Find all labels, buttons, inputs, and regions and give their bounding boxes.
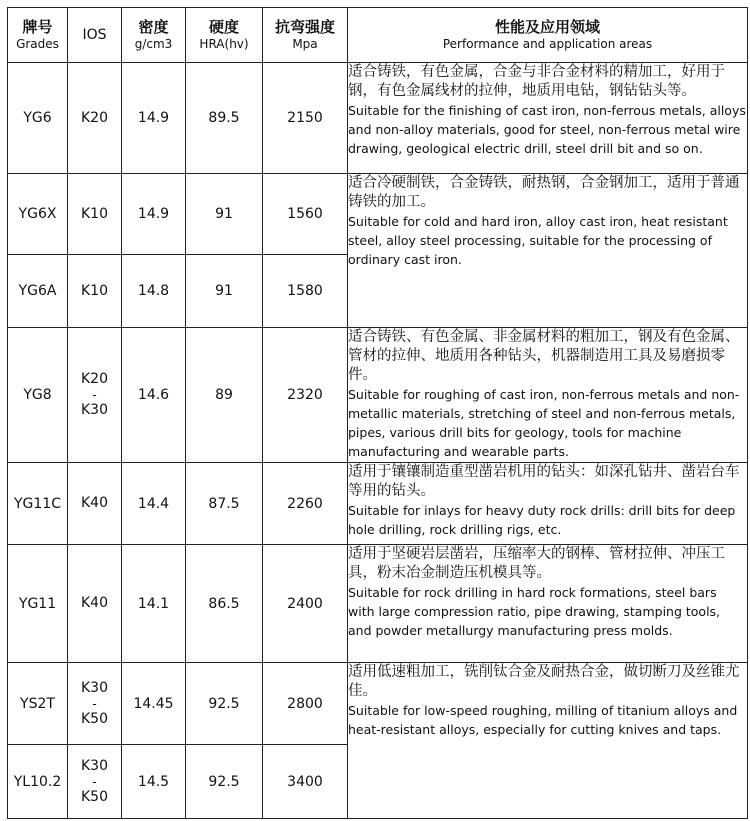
grade-cell: YG11 xyxy=(8,545,68,663)
iso-dash: - xyxy=(92,696,97,711)
application-en: Suitable for roughing of cast iron, non-ferrous metals and non-metallic materials, stretching of steel and non-ferrous metals, pipes, various drill bits for geology, tools for machine manufacturing and wearable parts. xyxy=(348,387,740,459)
application-en: Suitable for low-speed roughing, milling of titanium alloys and heat-resistant alloys, especially for cutting knives and taps. xyxy=(348,703,738,737)
header-density xyxy=(122,8,186,63)
iso-dash: - xyxy=(92,774,97,789)
header-hardness-cn: 硬度 xyxy=(208,18,239,36)
iso-bottom: K50 xyxy=(81,710,108,727)
application-cn: 适用低速粗加工，铣削钛合金及耐热合金，做切断刀及丝锥尤佳。 xyxy=(348,664,740,699)
grade-cell: YG6A xyxy=(8,255,68,328)
iso-cell: K10 xyxy=(68,255,122,328)
table-row xyxy=(8,174,748,255)
header-ios-label: IOS xyxy=(82,27,107,43)
iso-cell: K40 xyxy=(68,463,122,545)
application-cell xyxy=(348,663,748,819)
table-row xyxy=(8,328,748,463)
strength-cell: 2150 xyxy=(263,63,348,174)
application-cell xyxy=(348,463,748,545)
application-cell xyxy=(348,328,748,463)
header-hardness-en: HRA(hv) xyxy=(199,37,249,51)
strength-cell: 2260 xyxy=(263,463,348,545)
table-row xyxy=(8,63,748,174)
application-en: Suitable for inlays for heavy duty rock drills: drill bits for deep hole drilling, rock drilling rigs, etc. xyxy=(348,503,736,537)
iso-bottom: K50 xyxy=(81,788,108,805)
grades-table xyxy=(7,7,748,819)
hardness-cell: 92.5 xyxy=(186,663,263,745)
density-cell: 14.9 xyxy=(122,174,186,255)
grade-cell: YG8 xyxy=(8,328,68,463)
strength-cell: 3400 xyxy=(263,745,348,819)
application-cell xyxy=(348,545,748,663)
hardness-cell: 91 xyxy=(186,255,263,328)
application-cn: 适合铸铁、有色金属、非金属材料的粗加工，钢及有色金属、管材的拉伸、地质用各种钻头，机器制造用工具及易磨损零件。 xyxy=(348,329,740,383)
header-grades-en: Grades xyxy=(16,37,59,51)
application-cn: 适合冷硬制铁，合金铸铁，耐热钢，合金钢加工，适用于普通铸铁的加工。 xyxy=(348,175,740,210)
grade-cell: YG6X xyxy=(8,174,68,255)
header-density-cn: 密度 xyxy=(138,18,169,36)
application-en: Suitable for cold and hard iron, alloy cast iron, heat resistant steel, alloy steel processing, suitable for the processing of ordinary cast iron. xyxy=(348,214,728,267)
density-cell: 14.4 xyxy=(122,463,186,545)
header-density-en: g/cm3 xyxy=(134,37,173,51)
application-cn: 适合铸铁，有色金属，合金与非合金材料的精加工，好用于钢，有色金属线材的拉伸，地质用电钻，钢钻钻头等。 xyxy=(348,64,725,99)
iso-cell xyxy=(68,745,122,819)
header-strength-cn: 抗弯强度 xyxy=(274,18,335,36)
hardness-cell: 89.5 xyxy=(186,63,263,174)
density-cell: 14.1 xyxy=(122,545,186,663)
application-en: Suitable for the finishing of cast iron, non-ferrous metals, alloys and non-alloy materials, good for steel, non-ferrous metal wire drawing, geological electric drill, steel drill bit and so on. xyxy=(348,103,746,156)
iso-cell: K40 xyxy=(68,545,122,663)
hardness-cell: 91 xyxy=(186,174,263,255)
header-applications xyxy=(348,8,748,63)
density-cell: 14.9 xyxy=(122,63,186,174)
strength-cell: 2320 xyxy=(263,328,348,463)
hardness-cell: 86.5 xyxy=(186,545,263,663)
iso-top: K20 xyxy=(81,371,108,387)
density-cell: 14.8 xyxy=(122,255,186,328)
grade-cell: YL10.2 xyxy=(8,745,68,819)
header-hardness xyxy=(186,8,263,63)
header-grades xyxy=(8,8,68,63)
iso-dash: - xyxy=(92,388,97,402)
header-strength xyxy=(263,8,348,63)
hardness-cell: 92.5 xyxy=(186,745,263,819)
density-cell: 14.5 xyxy=(122,745,186,819)
strength-cell: 1580 xyxy=(263,255,348,328)
density-cell: 14.6 xyxy=(122,328,186,463)
table-row xyxy=(8,463,748,545)
application-cell xyxy=(348,174,748,328)
iso-bottom: K30 xyxy=(81,402,108,418)
strength-cell: 1560 xyxy=(263,174,348,255)
strength-cell: 2400 xyxy=(263,545,348,663)
header-row xyxy=(8,8,748,63)
iso-top: K30 xyxy=(81,757,108,774)
table-row xyxy=(8,545,748,663)
grade-cell: YG6 xyxy=(8,63,68,174)
iso-cell: K10 xyxy=(68,174,122,255)
hardness-cell: 89 xyxy=(186,328,263,463)
iso-cell xyxy=(68,663,122,745)
hardness-cell: 87.5 xyxy=(186,463,263,545)
header-applications-cn: 性能及应用领域 xyxy=(494,18,600,36)
iso-cell xyxy=(68,328,122,463)
table-row xyxy=(8,663,748,745)
grade-cell: YG11C xyxy=(8,463,68,545)
strength-cell: 2800 xyxy=(263,663,348,745)
application-cn: 适用于镶镶制造重型凿岩机用的钻头：如深孔钻井、凿岩台车等用的钻头。 xyxy=(348,464,740,499)
header-ios xyxy=(68,8,122,63)
iso-top: K30 xyxy=(81,679,108,696)
grade-cell: YS2T xyxy=(8,663,68,745)
header-grades-cn: 牌号 xyxy=(22,18,53,36)
density-cell: 14.45 xyxy=(122,663,186,745)
header-applications-en: Performance and application areas xyxy=(442,37,653,51)
application-cell xyxy=(348,63,748,174)
header-strength-en: Mpa xyxy=(292,37,318,51)
application-en: Suitable for rock drilling in hard rock formations, steel bars with large compression ratio, pipe drawing, stamping tools, and powder metallurgy manufacturing press molds. xyxy=(348,585,721,638)
iso-cell: K20 xyxy=(68,63,122,174)
application-cn: 适用于坚硬岩层凿岩，压缩率大的钢棒、管材拉伸、冲压工具，粉末冶金制造压机模具等。 xyxy=(348,546,725,581)
